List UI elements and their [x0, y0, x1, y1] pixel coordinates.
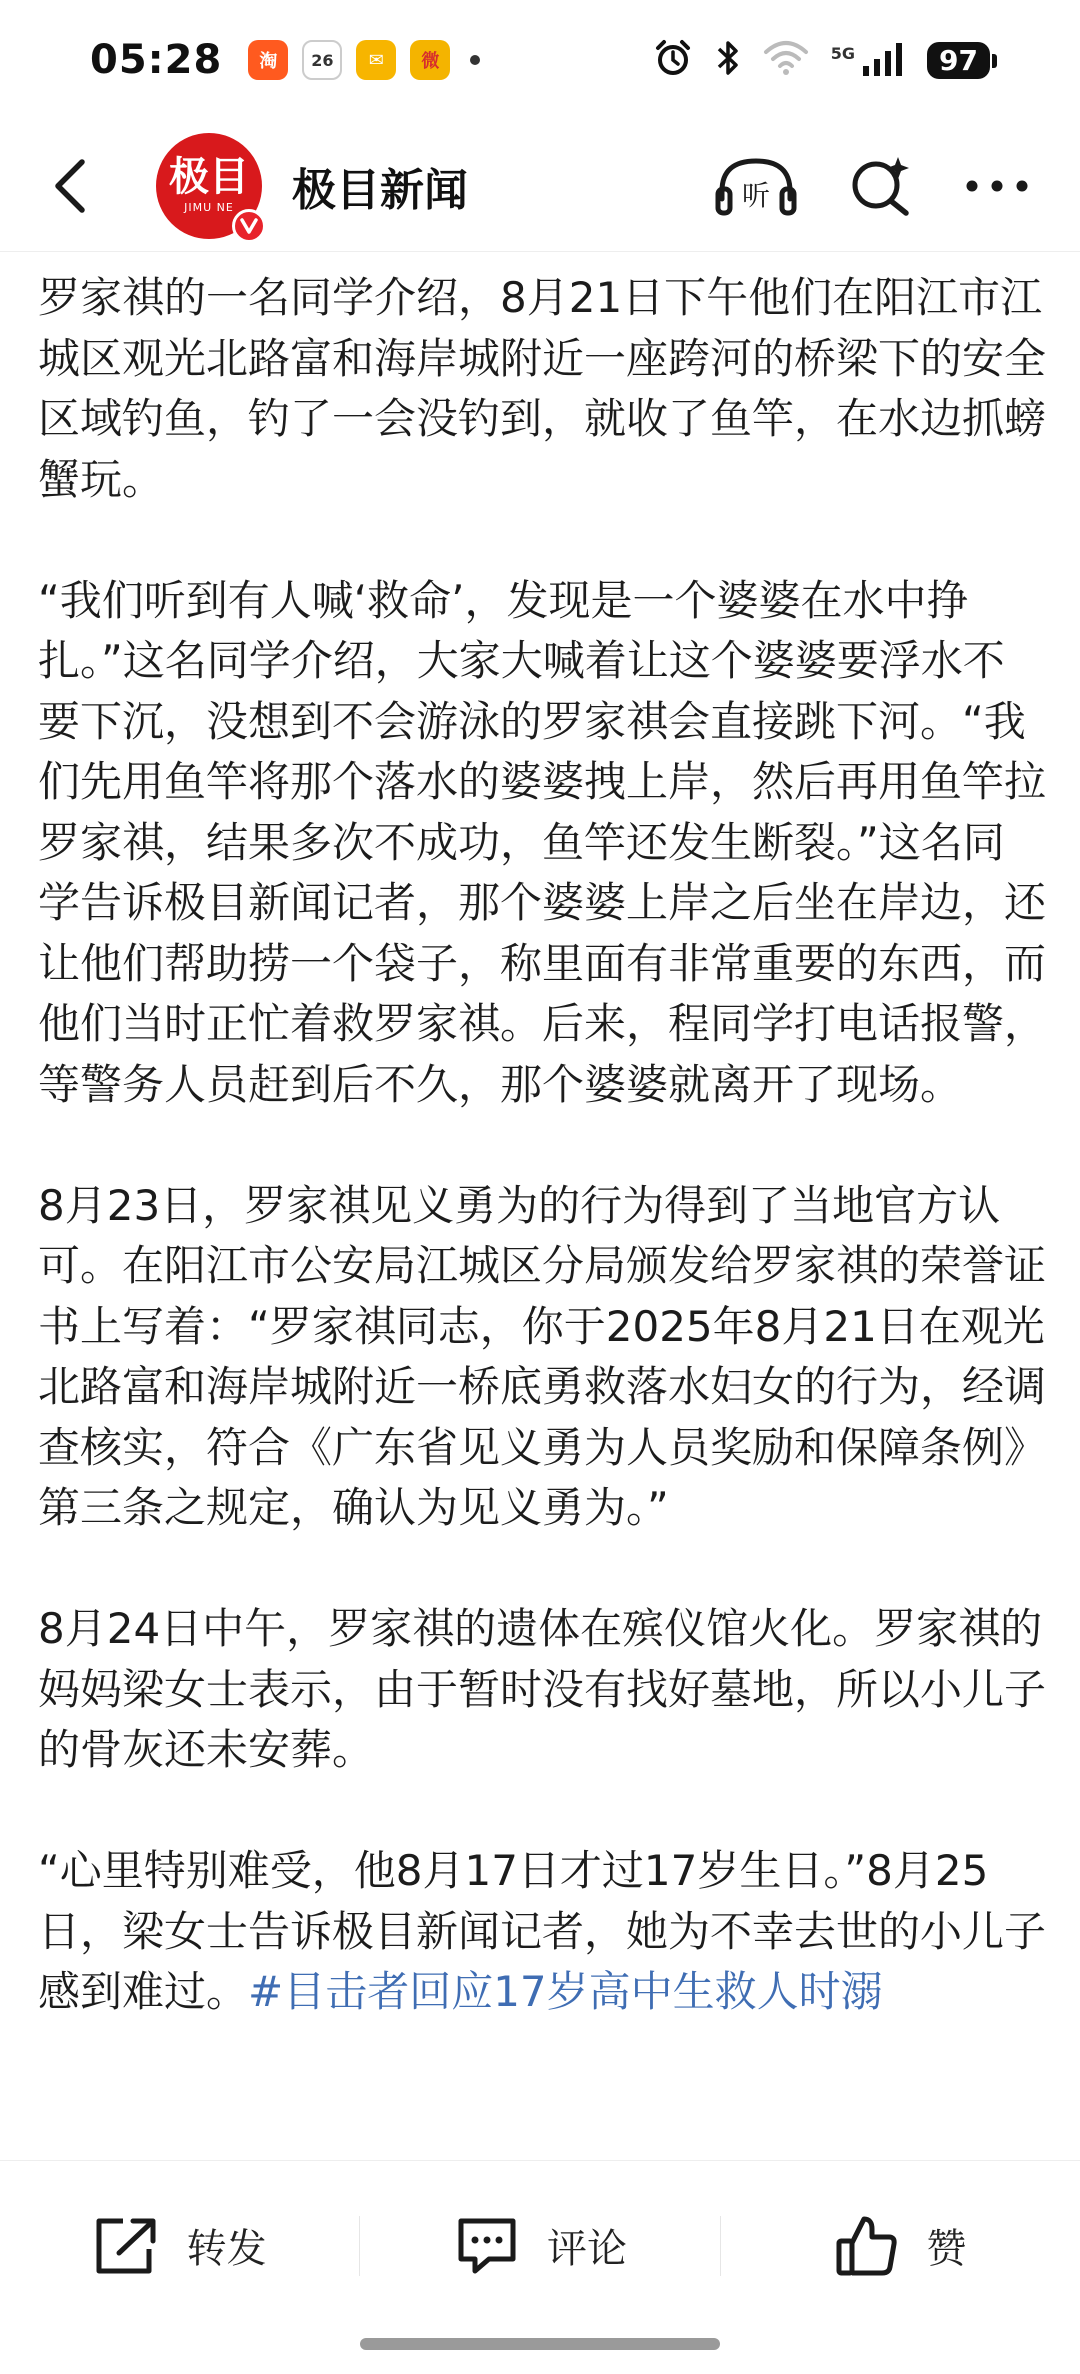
wifi-icon — [763, 40, 809, 80]
alarm-icon — [653, 38, 693, 82]
like-label: 赞 — [926, 2226, 967, 2272]
article-paragraph-4: 8月24日中午，罗家祺的遗体在殡仪馆火化。罗家祺的妈妈梁女士表示，由于暂时没有找好墓地，所以小儿子的骨灰还未安葬。 — [38, 1604, 1047, 1774]
share-icon — [93, 2215, 161, 2277]
more-options-button[interactable] — [964, 176, 1030, 196]
search-button[interactable] — [848, 153, 914, 219]
weibo-icon: 微 — [410, 40, 450, 80]
article-body — [38, 268, 1046, 2083]
headphones-icon — [714, 153, 798, 219]
calendar-icon: 26 — [302, 40, 342, 80]
app-header — [0, 120, 1080, 252]
channel-name[interactable]: 极目新闻 — [292, 164, 468, 216]
bottom-action-bar — [0, 2160, 1080, 2330]
share-label: 转发 — [186, 2226, 267, 2272]
back-button[interactable] — [40, 146, 100, 226]
article-paragraph-5 — [38, 1841, 1046, 2023]
network-type-label: 5G — [830, 44, 856, 63]
article-paragraph-2: “我们听到有人喊‘救命’，发现是一个婆婆在水中挣扎。”这名同学介绍，大家大喊着让这个婆婆要浮水不要下沉，没想到不会游泳的罗家祺会直接跳下河。“我们先用鱼竿将那个落水的婆婆拽上岸，然后再用鱼竿拉罗家祺，结果多次不成功，鱼竿还发生断裂。”这名同学告诉极目新闻记者，那个婆婆上岸之后坐在岸边，还让他们帮助捞一个袋子，称里面有非常重要的东西，而他们当时正忙着救罗家祺。后来，程同学打电话报警，等警务人员赶到后不久，那个婆婆就离开了现场。 — [38, 575, 1047, 1109]
comment-icon — [453, 2215, 521, 2277]
mail-icon: ✉ — [356, 40, 396, 80]
article-paragraph-1: 罗家祺的一名同学介绍，8月21日下午他们在阳江市江城区观光北路富和海岸城附近一座跨河的桥梁下的安全区域钓鱼，钓了一会没钓到，就收了鱼竿，在水边抓螃蟹玩。 — [38, 273, 1047, 504]
like-button[interactable] — [721, 2206, 1080, 2286]
share-button[interactable] — [0, 2206, 359, 2286]
topic-hashtag-link[interactable]: #目击者回应17岁高中生救人时溺 — [248, 1967, 883, 2016]
logo-text: 极目 — [169, 154, 249, 200]
comment-button[interactable] — [360, 2206, 719, 2286]
listen-label: 听 — [741, 178, 771, 212]
paragraph-text: “心里特别难受，他8月17日才过17岁生日。”8月25日，梁女士告诉极目新闻记者，她为不幸去世的小儿子感到难过。 — [38, 1846, 1047, 2016]
logo-subtext: JIMU NE — [184, 201, 234, 214]
channel-avatar[interactable] — [156, 133, 262, 239]
search-icon — [848, 153, 914, 219]
status-time: 05:28 — [90, 37, 223, 83]
header-actions — [714, 153, 1040, 219]
home-indicator[interactable] — [360, 2338, 720, 2350]
more-notifications-dot-icon — [470, 55, 480, 65]
taobao-icon: 淘 — [248, 40, 288, 80]
bluetooth-icon — [715, 38, 741, 82]
thumbs-up-icon — [834, 2213, 900, 2279]
back-arrow-icon — [50, 156, 90, 216]
article-paragraph-3: 8月23日，罗家祺见义勇为的行为得到了当地官方认可。在阳江市公安局江城区分局颁发给罗家祺的荣誉证书上写着：“罗家祺同志，你于2025年8月21日在观光北路富和海岸城附近一桥底勇救落水妇女的行为，经调查核实，符合《广东省见义勇为人员奖励和保障条例》第三条之规定，确认为见义勇为。” — [38, 1180, 1047, 1532]
status-bar — [0, 0, 1080, 120]
signal-icon — [861, 40, 905, 80]
listen-button[interactable] — [714, 153, 798, 219]
verified-badge-icon — [232, 209, 266, 243]
comment-label: 评论 — [546, 2226, 627, 2272]
system-icons — [653, 38, 990, 82]
battery-indicator: 97 — [927, 42, 990, 79]
more-dots-icon — [964, 176, 1030, 196]
notification-icons — [248, 40, 480, 80]
